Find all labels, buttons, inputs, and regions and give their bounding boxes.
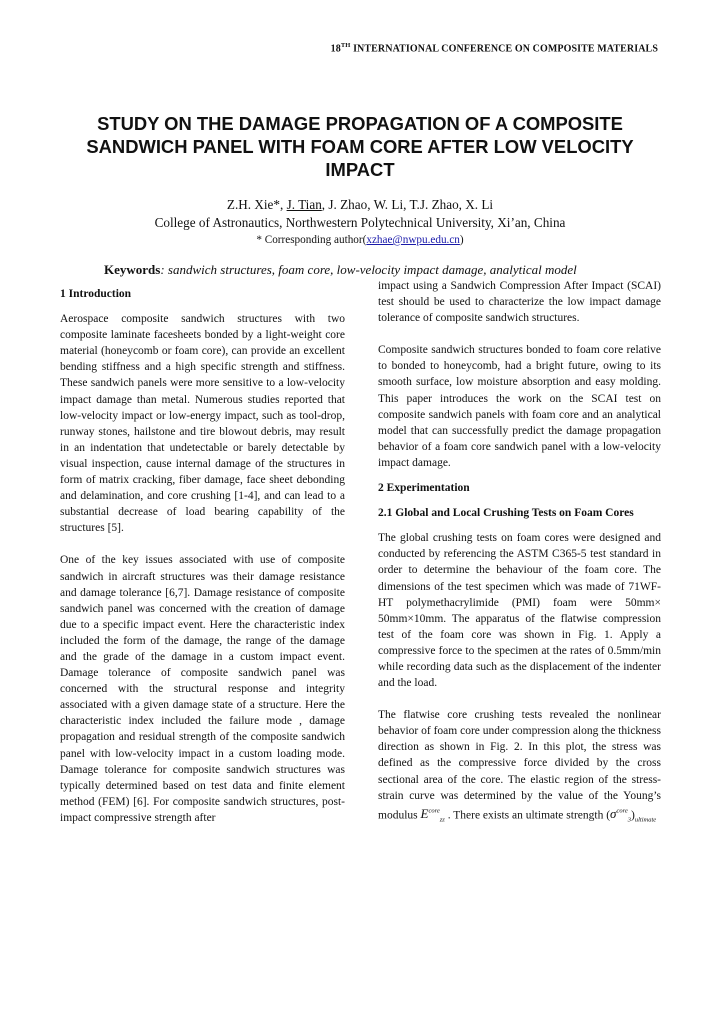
intro-paragraph-4: Composite sandwich structures bonded to foam core relative to bonded to honeycomb, had a bright future, owing to its smooth surface, low moisture absorption and easy molding. This paper introduces the work on the SCAI test on composite sandwich panels with foam core and an analytical model that can successfully predict the damage propagation behavior of a foam core sandwich panel with a low-velocity impact damage. xyxy=(378,344,661,469)
corresponding-suffix: ) xyxy=(459,234,464,246)
paper-title: STUDY ON THE DAMAGE PROPAGATION OF A COMPOSITE SANDWICH PANEL WITH FOAM CORE AFTER LOW VELOCITY IMPACT xyxy=(86,113,634,180)
conference-number: 18 xyxy=(330,43,341,55)
section-experimentation-heading: 2 Experimentation xyxy=(378,482,470,495)
author-rest: , J. Zhao, W. Li, T.J. Zhao, X. Li xyxy=(321,197,494,212)
intro-paragraph-3: impact using a Sandwich Compression After Impact (SCAI) test should be used to characterize the low impact damage tolerance of composite sandwich structures. xyxy=(378,280,661,325)
conference-name: INTERNATIONAL CONFERENCE ON COMPOSITE MATERIALS xyxy=(350,43,658,55)
ultimate-strength-symbol: $\sigma^{core}_3$ xyxy=(610,806,632,824)
corresponding-email-link[interactable]: xzhae@nwpu.edu.cn xyxy=(366,234,460,246)
corresponding-prefix: * Corresponding author( xyxy=(256,234,367,246)
right-column xyxy=(378,278,661,829)
experiment-paragraph-2: The flatwise core crushing tests revealed the nonlinear behavior of foam core under compression along the thickness direction as shown in Fig. 2. In this plot, the stress was defined as the compressive force divided by the cross sectional area of the core. The elastic region of the stress-strain curve was determined by the value of the Young’s modulus $E^{core}_{zz}$ . There exists an ultimate strength $(\sigma^{core}_3)_{ultimate}$ xyxy=(378,709,661,824)
youngs-modulus-symbol: $E^{core}_{zz}$ xyxy=(420,806,445,824)
intro-paragraph-2: One of the key issues associated with use of composite sandwich in aircraft structures was their damage resistance and damage tolerance [6,7]. Damage resistance of composite sandwich panel was concerned with the creation of damage due to a specific impact event. Here the characteristic index included the form of the damage, the range of the damage and the grade of the damage in a custom impact event. Damage tolerance of composite sandwich panel was concerned with the structural response and integrity associated with a given damage state of a structure. Here the characteristic index included the failure mode , damage propagation and residual strength of the composite sandwich panel with low-velocity impact in a custom loading mode. Damage tolerance for composite sandwich structures was typically determined based on test data and finite element method (FEM) [6]. For composite sandwich structures, post-impact compressive strength after xyxy=(60,554,345,824)
conference-number-suffix: TH xyxy=(340,42,351,49)
experiment-paragraph-1: The global crushing tests on foam cores were designed and conducted by referencing the ASTM C365-5 test standard in order to determine the behaviour of the foam core. The dimensions of the test specimen which was made of 71WF-HT polymethacrylimide (PMI) foam were 50mm× 50mm×10mm. The apparatus of the flatwise compression test of the foam core was shown in Fig. 1. Apply a compressive force to the specimen at the rates of 0.5mm/min while recording data such as the displacement of the indenter and the load. xyxy=(378,532,661,690)
intro-paragraph-1: Aerospace composite sandwich structures with two composite laminate facesheets bonded by a light-weight core material (honeycomb or foam core), can provide an excellent bending stiffness and a high specific strength and stiffness. These sandwich panels were more sensitive to a low-velocity impact damage than metal. Numerous studies reported that low-velocity impact or low-energy impact, such as tool-drop, runway stones, hailstone and tire blowout debris, may result in an indentation that undetectable or barely detectable by visual inspection, cause internal damage of the structures in form of matrix cracking, fiber damage, face sheet debonding and delamination, and core crushing [1-4], and can lead to a substantial decrease of load bearing capability of the structures [5]. xyxy=(60,313,345,535)
author-presenting: J. Tian xyxy=(286,197,322,212)
subsection-crushing-tests-heading: 2.1 Global and Local Crushing Tests on Foam Cores xyxy=(378,507,634,520)
affiliation: College of Astronautics, Northwestern Polytechnical University, Xi’an, China xyxy=(154,215,566,230)
experiment-paragraph-2-text: The flatwise core crushing tests revealed the nonlinear behavior of foam core under compression along the thickness direction as shown in Fig. 2. In this plot, the stress was defined as the compressive force divided by the cross sectional area of the core. The elastic region of the stress-strain curve was determined by the value of the Young’s modulus xyxy=(378,709,661,822)
ultimate-subscript: ultimate xyxy=(634,816,657,824)
author-1: Z.H. Xie*, xyxy=(226,197,287,212)
experiment-paragraph-2-tail: . There exists an ultimate strength ( xyxy=(444,809,611,822)
author-list xyxy=(60,196,660,214)
keywords-label: Keywords xyxy=(104,262,161,277)
left-column xyxy=(60,286,345,826)
section-introduction-heading: 1 Introduction xyxy=(60,288,132,300)
corresponding-author xyxy=(60,232,660,248)
keywords-line xyxy=(104,262,664,278)
keywords-text: : sandwich structures, foam core, low-velocity impact damage, analytical model xyxy=(160,262,577,277)
